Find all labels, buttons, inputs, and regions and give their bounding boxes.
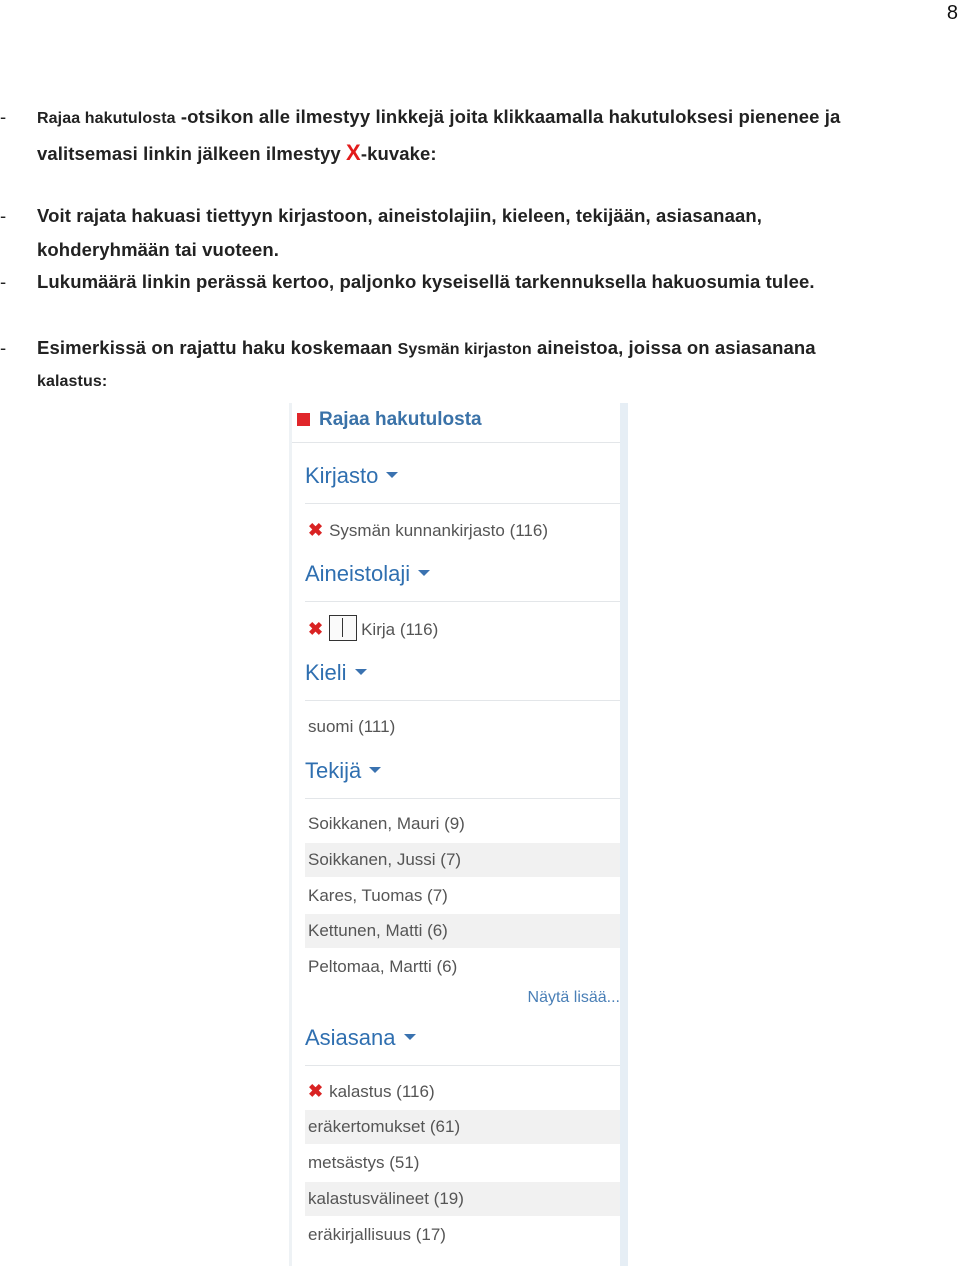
bullet-dash: - <box>0 205 7 226</box>
bullet-dash: - <box>0 271 7 292</box>
panel-title <box>297 409 482 431</box>
facet-item[interactable]: Kettunen, Matti (6) <box>305 914 620 948</box>
panel-left-edge <box>289 403 292 1266</box>
inline-term: Rajaa hakutulosta <box>37 110 176 127</box>
bullet-text: Voit rajata hakuasi tiettyyn kirjastoon, aineistolajiin, kieleen, tekijään, asiasanaan, <box>37 205 762 226</box>
bullet-dash: - <box>0 106 7 127</box>
book-icon <box>329 615 357 641</box>
remove-x-icon[interactable]: ✖ <box>308 520 324 540</box>
divider <box>305 1065 620 1066</box>
panel-scrollbar-track <box>620 403 628 1266</box>
x-icon: X <box>346 140 361 165</box>
divider <box>292 442 620 443</box>
page-number: 8 <box>946 2 958 24</box>
facet-heading-kirjasto[interactable]: Kirjasto <box>305 463 398 489</box>
inline-term: Sysmän kirjaston <box>397 341 532 358</box>
facet-item[interactable]: Kares, Tuomas (7) <box>308 886 448 905</box>
show-more-link[interactable]: Näytä lisää... <box>527 989 620 1006</box>
red-square-icon <box>297 413 310 426</box>
bullet-text: valitsemasi linkin jälkeen ilmestyy <box>37 143 341 164</box>
facet-item[interactable]: Soikkanen, Jussi (7) <box>305 843 620 877</box>
facet-item[interactable]: metsästys (51) <box>308 1153 420 1172</box>
caret-down-icon <box>404 1034 416 1040</box>
divider <box>305 700 620 701</box>
bullet-text: -otsikon alle ilmestyy linkkejä joita klikkaamalla hakutuloksesi pienenee ja <box>180 106 841 127</box>
facet-item[interactable]: eräkertomukset (61) <box>305 1110 620 1144</box>
bullet-text: -kuvake: <box>360 143 437 164</box>
facet-item[interactable]: eräkirjallisuus (17) <box>308 1225 446 1244</box>
caret-down-icon <box>355 669 367 675</box>
filter-panel-screenshot <box>289 403 628 1266</box>
bullet-dash: - <box>0 337 7 358</box>
bullet-text: Esimerkissä on rajattu haku koskemaan <box>37 337 393 358</box>
bullet-text: kalastus: <box>37 373 108 390</box>
facet-item[interactable]: kalastusvälineet (19) <box>305 1182 620 1216</box>
remove-x-icon[interactable]: ✖ <box>308 1081 324 1101</box>
facet-item-selected[interactable]: ✖ kalastus (116) <box>308 1081 435 1101</box>
facet-item[interactable]: Peltomaa, Martti (6) <box>308 957 458 976</box>
divider <box>305 503 620 504</box>
panel-title-text: Rajaa hakutulosta <box>319 409 482 430</box>
caret-down-icon <box>369 767 381 773</box>
facet-item-selected[interactable]: ✖ Kirja (116) <box>305 612 620 646</box>
facet-heading-kieli[interactable]: Kieli <box>305 660 367 686</box>
facet-item[interactable]: suomi (111) <box>308 717 396 736</box>
bullet-text: Lukumäärä linkin perässä kertoo, paljonko kyseisellä tarkennuksella hakuosumia tulee. <box>37 271 815 292</box>
caret-down-icon <box>386 472 398 478</box>
divider <box>305 798 620 799</box>
caret-down-icon <box>418 570 430 576</box>
bullet-text: aineistoa, joissa on asiasanana <box>536 337 816 358</box>
remove-x-icon[interactable]: ✖ <box>308 619 324 639</box>
facet-item-selected[interactable]: ✖ Sysmän kunnankirjasto (116) <box>308 520 548 540</box>
facet-heading-asiasana[interactable]: Asiasana <box>305 1025 416 1051</box>
bullet-text: kohderyhmään tai vuoteen. <box>37 239 280 260</box>
facet-heading-aineistolaji[interactable]: Aineistolaji <box>305 561 430 587</box>
facet-heading-tekija[interactable]: Tekijä <box>305 758 381 784</box>
facet-item[interactable]: Soikkanen, Mauri (9) <box>308 814 465 833</box>
divider <box>305 601 620 602</box>
